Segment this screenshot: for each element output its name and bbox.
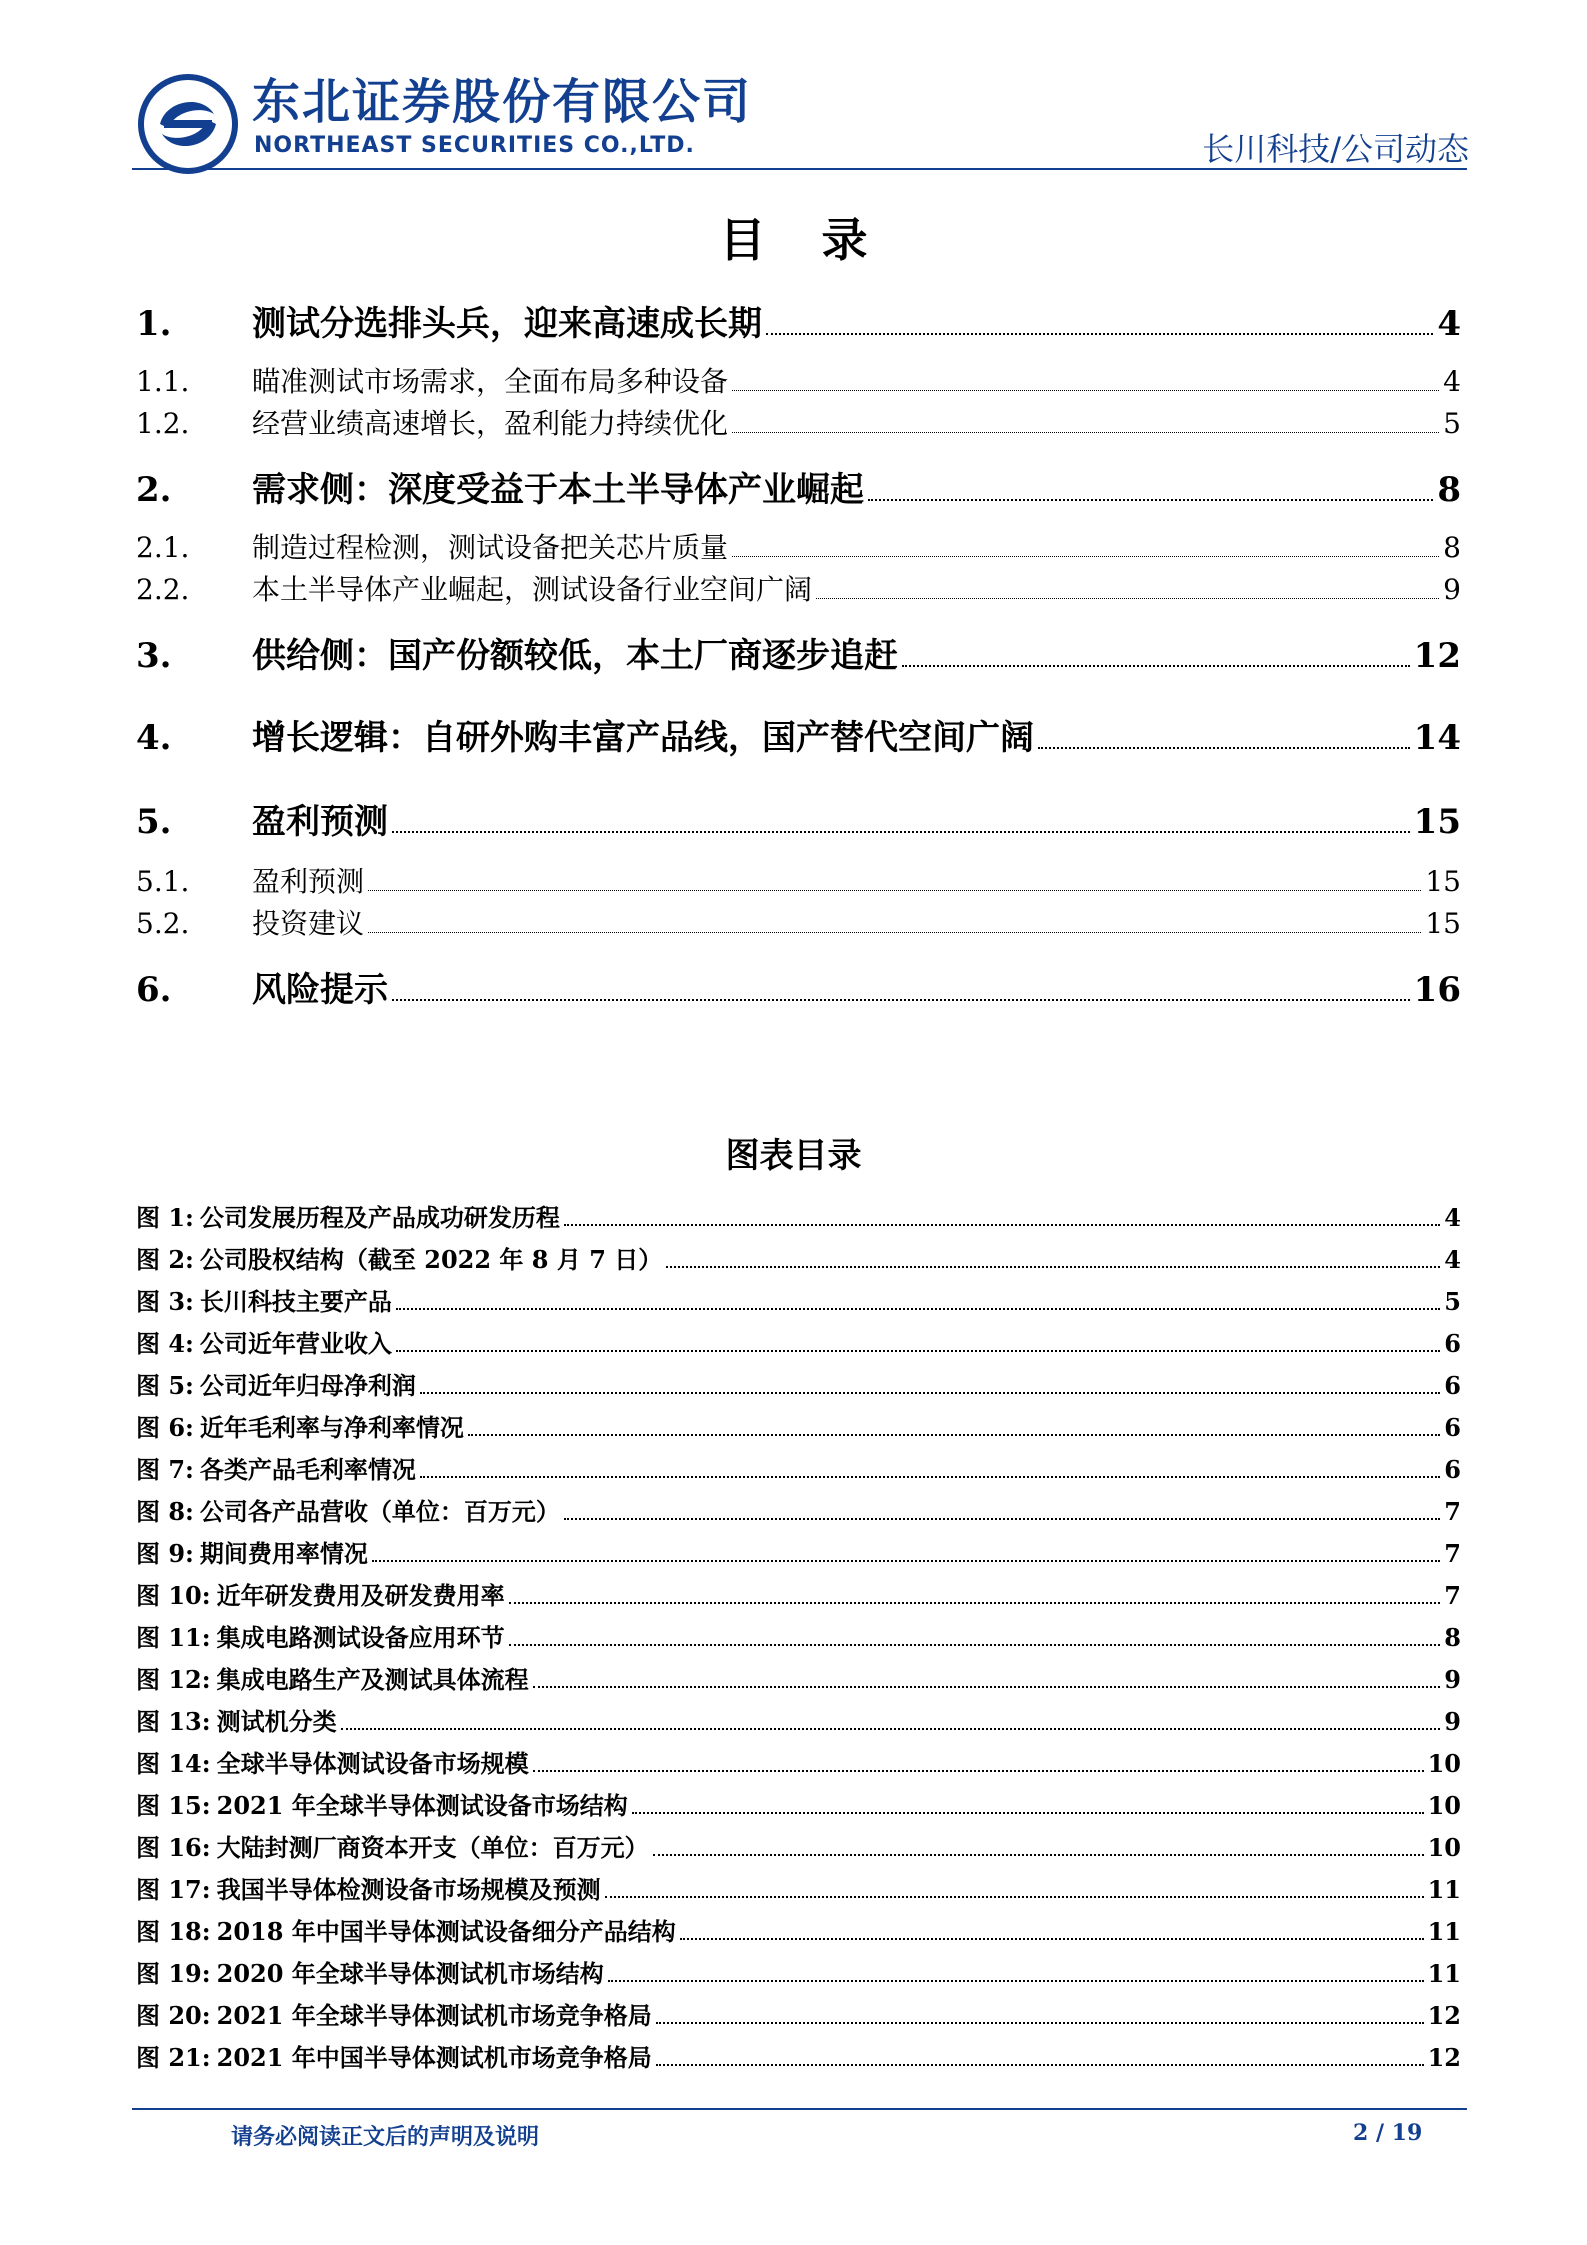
figure-entry-page: 5 — [1444, 1287, 1461, 1316]
figures-title: 图表目录 — [725, 1136, 862, 1176]
figure-entry-page: 10 — [1427, 1749, 1461, 1778]
toc-entry[interactable] — [136, 462, 1461, 511]
figure-entry-label: 图 15: — [136, 1791, 211, 1820]
figure-entry-label: 图 19: — [136, 1959, 211, 1988]
toc-entry[interactable] — [136, 526, 1461, 566]
dot-leader — [392, 999, 1410, 1001]
figure-entry-label: 图 9: — [136, 1539, 194, 1568]
dot-leader — [368, 890, 1421, 891]
figure-entry-page: 11 — [1427, 1959, 1461, 1988]
figure-entry-label: 图 13: — [136, 1707, 211, 1736]
dot-leader — [1038, 747, 1410, 749]
figure-entry[interactable] — [136, 1408, 1461, 1443]
toc-entry[interactable] — [136, 902, 1461, 942]
figure-entry-page: 9 — [1444, 1665, 1461, 1694]
toc-entry-number: 2.2. — [136, 573, 190, 606]
figure-entry-label: 图 2: — [136, 1245, 194, 1274]
dot-leader — [608, 1980, 1424, 1982]
toc-entry-page: 9 — [1443, 573, 1461, 606]
figure-entry-title: 2020 年全球半导体测试机市场结构 — [216, 1959, 604, 1988]
figure-entry[interactable] — [136, 1828, 1461, 1863]
toc-entry-title: 盈利预测 — [252, 865, 365, 898]
dot-leader — [632, 1812, 1424, 1814]
dot-leader — [868, 499, 1433, 501]
figure-entry-title: 测试机分类 — [216, 1707, 337, 1736]
toc-entry-number: 6. — [136, 970, 172, 1010]
toc-entry[interactable] — [136, 860, 1461, 900]
toc-entry-page: 5 — [1443, 407, 1461, 440]
dot-leader — [533, 1686, 1441, 1688]
figure-entry-label: 图 14: — [136, 1749, 211, 1778]
figure-entry-title: 2021 年全球半导体测试机市场竞争格局 — [216, 2001, 652, 2030]
figure-entry-label: 图 6: — [136, 1413, 194, 1442]
toc-entry-title: 投资建议 — [252, 907, 365, 940]
toc-entry-page: 15 — [1425, 865, 1461, 898]
figure-entry-title: 近年研发费用及研发费用率 — [216, 1581, 505, 1610]
dot-leader — [468, 1434, 1440, 1436]
figure-entry-page: 9 — [1444, 1707, 1461, 1736]
dot-leader — [396, 1350, 1440, 1352]
dot-leader — [902, 665, 1410, 667]
dot-leader — [666, 1266, 1440, 1268]
figure-entry[interactable] — [136, 1492, 1461, 1527]
toc-entry-page: 12 — [1413, 636, 1461, 676]
toc-entry-title: 经营业绩高速增长，盈利能力持续优化 — [252, 407, 729, 440]
figure-entry-page: 6 — [1444, 1329, 1461, 1358]
figure-entry[interactable] — [136, 1702, 1461, 1737]
dot-leader — [533, 1770, 1424, 1772]
dot-leader — [341, 1728, 1441, 1730]
dot-leader — [396, 1308, 1440, 1310]
toc-entry-number: 5. — [136, 802, 172, 842]
dot-leader — [732, 556, 1439, 557]
figure-entry-title: 大陆封测厂商资本开支（单位：百万元） — [216, 1833, 649, 1862]
toc-entry[interactable] — [136, 402, 1461, 442]
toc-entry-number: 3. — [136, 636, 172, 676]
figure-entry[interactable] — [136, 1870, 1461, 1905]
footer-disclaimer: 请务必阅读正文后的声明及说明 — [231, 2124, 540, 2150]
figure-entry-label: 图 21: — [136, 2043, 211, 2072]
toc-entry-number: 5.1. — [136, 865, 190, 898]
figure-entry-label: 图 11: — [136, 1623, 211, 1652]
figure-entry-label: 图 16: — [136, 1833, 211, 1862]
toc-entry-page: 15 — [1413, 802, 1461, 842]
dot-leader — [656, 2022, 1424, 2024]
figure-entry-label: 图 17: — [136, 1875, 211, 1904]
figure-entry-title: 全球半导体测试设备市场规模 — [216, 1749, 529, 1778]
figure-entry[interactable] — [136, 1534, 1461, 1569]
figure-entry-page: 4 — [1444, 1203, 1461, 1232]
figure-entry-label: 图 10: — [136, 1581, 211, 1610]
figure-entry-title: 集成电路生产及测试具体流程 — [216, 1665, 529, 1694]
figure-entry-title: 近年毛利率与净利率情况 — [199, 1413, 464, 1442]
dot-leader — [509, 1644, 1441, 1646]
figure-entry-title: 长川科技主要产品 — [199, 1287, 392, 1316]
dot-leader — [732, 432, 1439, 433]
figure-entry[interactable] — [136, 1954, 1461, 1989]
figure-entry-label: 图 3: — [136, 1287, 194, 1316]
figure-entry-title: 各类产品毛利率情况 — [199, 1455, 416, 1484]
toc-entry-number: 2. — [136, 470, 172, 510]
figure-entry-label: 图 18: — [136, 1917, 211, 1946]
figure-entry[interactable] — [136, 1324, 1461, 1359]
toc-entry-title: 测试分选排头兵，迎来高速成长期 — [252, 304, 762, 344]
figure-entry[interactable] — [136, 1240, 1461, 1275]
figure-entry[interactable] — [136, 1366, 1461, 1401]
figure-entry-page: 7 — [1444, 1581, 1461, 1610]
toc-entry[interactable] — [136, 628, 1461, 677]
figure-entry-page: 6 — [1444, 1455, 1461, 1484]
dot-leader — [368, 932, 1421, 933]
figure-entry[interactable] — [136, 1744, 1461, 1779]
dot-leader — [656, 2064, 1424, 2066]
toc-entry-number: 1.2. — [136, 407, 190, 440]
figure-entry-title: 2021 年全球半导体测试设备市场结构 — [216, 1791, 628, 1820]
toc-entry-page: 8 — [1443, 531, 1461, 564]
figure-entry-page: 4 — [1444, 1245, 1461, 1274]
report-label: 长川科技/公司动态 — [1202, 130, 1469, 168]
figure-entry-label: 图 4: — [136, 1329, 194, 1358]
figure-entry-title: 我国半导体检测设备市场规模及预测 — [216, 1875, 601, 1904]
figure-entry-page: 7 — [1444, 1497, 1461, 1526]
toc-entry-title: 风险提示 — [252, 970, 388, 1010]
dot-leader — [766, 333, 1433, 335]
toc-entry-title: 增长逻辑：自研外购丰富产品线，国产替代空间广阔 — [252, 718, 1034, 758]
figure-entry-page: 10 — [1427, 1833, 1461, 1862]
toc-title: 目 录 — [719, 213, 888, 267]
company-name-en: NORTHEAST SECURITIES CO.,LTD. — [254, 133, 695, 158]
figure-entry-page: 7 — [1444, 1539, 1461, 1568]
figure-entry[interactable] — [136, 1576, 1461, 1611]
figure-entry-title: 公司各产品营收（单位：百万元） — [199, 1497, 560, 1526]
toc-entry-title: 制造过程检测，测试设备把关芯片质量 — [252, 531, 729, 564]
toc-entry[interactable] — [136, 962, 1461, 1011]
figure-entry[interactable] — [136, 1282, 1461, 1317]
dot-leader — [605, 1896, 1424, 1898]
figure-entry-title: 公司发展历程及产品成功研发历程 — [199, 1203, 560, 1232]
figure-entry[interactable] — [136, 2038, 1461, 2073]
toc-entry[interactable] — [136, 360, 1461, 400]
toc-entry-number: 1. — [136, 304, 172, 344]
figure-entry[interactable] — [136, 1660, 1461, 1695]
toc-entry[interactable] — [136, 568, 1461, 608]
figure-entry-title: 公司股权结构（截至 2022 年 8 月 7 日） — [199, 1245, 663, 1274]
company-name-cn: 东北证券股份有限公司 — [252, 74, 753, 130]
dot-leader — [653, 1854, 1424, 1856]
page-indicator: 2 / 19 — [1353, 2120, 1423, 2146]
footer-divider — [132, 2108, 1467, 2110]
figure-entry-page: 6 — [1444, 1371, 1461, 1400]
figure-entry[interactable] — [136, 1912, 1461, 1947]
figure-entry-title: 2021 年中国半导体测试机市场竞争格局 — [216, 2043, 652, 2072]
figure-entry-page: 12 — [1427, 2043, 1461, 2072]
dot-leader — [392, 831, 1410, 833]
figure-entry-label: 图 1: — [136, 1203, 194, 1232]
figure-entry-title: 2018 年中国半导体测试设备细分产品结构 — [216, 1917, 676, 1946]
figure-entry-label: 图 12: — [136, 1665, 211, 1694]
dot-leader — [564, 1224, 1440, 1226]
dot-leader — [680, 1938, 1424, 1940]
toc-entry-number: 1.1. — [136, 365, 190, 398]
figure-entry-title: 公司近年营业收入 — [199, 1329, 392, 1358]
figure-entry[interactable] — [136, 1618, 1461, 1653]
dot-leader — [816, 598, 1439, 599]
figure-entry-page: 6 — [1444, 1413, 1461, 1442]
header-divider — [132, 168, 1467, 170]
dot-leader — [564, 1518, 1440, 1520]
company-logo — [138, 74, 238, 174]
figure-entry-page: 11 — [1427, 1917, 1461, 1946]
figure-entry-title: 集成电路测试设备应用环节 — [216, 1623, 505, 1652]
figure-entry[interactable] — [136, 1198, 1461, 1233]
figure-entry[interactable] — [136, 1996, 1461, 2031]
toc-entry[interactable] — [136, 710, 1461, 759]
figure-entry[interactable] — [136, 1450, 1461, 1485]
dot-leader — [420, 1392, 1440, 1394]
figure-entry-page: 11 — [1427, 1875, 1461, 1904]
toc-entry[interactable] — [136, 296, 1461, 345]
toc-entry-page: 14 — [1413, 718, 1461, 758]
figure-entry-page: 12 — [1427, 2001, 1461, 2030]
toc-entry-number: 5.2. — [136, 907, 190, 940]
toc-entry-number: 2.1. — [136, 531, 190, 564]
dot-leader — [420, 1476, 1440, 1478]
toc-entry-page: 8 — [1437, 470, 1461, 510]
toc-entry[interactable] — [136, 794, 1461, 843]
toc-entry-page: 15 — [1425, 907, 1461, 940]
figure-entry-label: 图 5: — [136, 1371, 194, 1400]
toc-entry-title: 本土半导体产业崛起，测试设备行业空间广阔 — [252, 573, 813, 606]
figure-entry-title: 公司近年归母净利润 — [199, 1371, 416, 1400]
dot-leader — [509, 1602, 1441, 1604]
toc-entry-title: 盈利预测 — [252, 802, 388, 842]
figure-entry-page: 8 — [1444, 1623, 1461, 1652]
figure-entry-page: 10 — [1427, 1791, 1461, 1820]
dot-leader — [372, 1560, 1440, 1562]
toc-entry-page: 16 — [1413, 970, 1461, 1010]
toc-entry-page: 4 — [1437, 304, 1461, 344]
toc-entry-title: 供给侧：国产份额较低，本土厂商逐步追赶 — [252, 636, 898, 676]
figure-entry-label: 图 20: — [136, 2001, 211, 2030]
toc-entry-page: 4 — [1443, 365, 1461, 398]
figure-entry-label: 图 8: — [136, 1497, 194, 1526]
dot-leader — [732, 390, 1439, 391]
figure-entry-title: 期间费用率情况 — [199, 1539, 368, 1568]
figure-entry[interactable] — [136, 1786, 1461, 1821]
toc-entry-number: 4. — [136, 718, 172, 758]
toc-entry-title: 需求侧：深度受益于本土半导体产业崛起 — [252, 470, 864, 510]
figure-entry-label: 图 7: — [136, 1455, 194, 1484]
toc-entry-title: 瞄准测试市场需求，全面布局多种设备 — [252, 365, 729, 398]
